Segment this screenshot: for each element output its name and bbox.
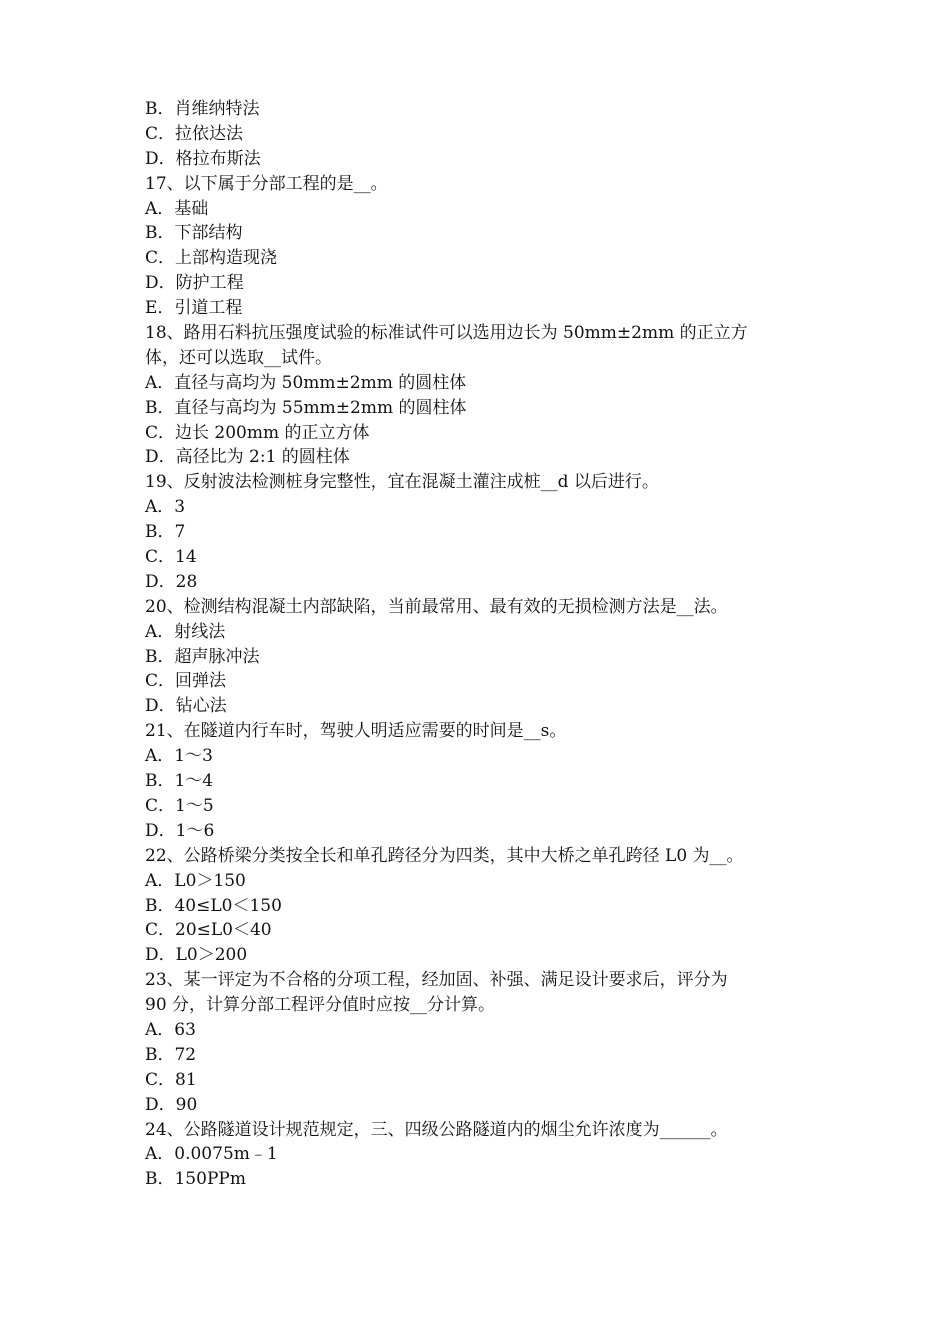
option-line: A．射线法 bbox=[145, 621, 226, 642]
option-line: D．防护工程 bbox=[145, 273, 244, 294]
option-line: D．1～6 bbox=[145, 820, 215, 841]
option-line: D．钻心法 bbox=[145, 696, 227, 717]
option-line: C．回弹法 bbox=[145, 671, 227, 692]
option-line: B．直径与高均为 55mm±2mm 的圆柱体 bbox=[145, 397, 467, 418]
option-line: C．拉依达法 bbox=[145, 123, 244, 144]
question-17: 17、以下属于分部工程的是__。 bbox=[145, 173, 388, 194]
question-23: 23、某一评定为不合格的分项工程，经加固、补强、满足设计要求后，评分为 bbox=[145, 970, 728, 991]
option-line: A．L0＞150 bbox=[145, 870, 246, 891]
question-18: 18、路用石料抗压强度试验的标准试件可以选用边长为 50mm±2mm 的正立方 bbox=[145, 323, 748, 344]
option-line: C．上部构造现浇 bbox=[145, 248, 278, 269]
option-line: A．0.0075m﹣1 bbox=[145, 1144, 278, 1165]
option-line: B．下部结构 bbox=[145, 223, 243, 244]
option-line: A．63 bbox=[145, 1019, 196, 1040]
option-line: B．72 bbox=[145, 1044, 197, 1065]
question-20: 20、检测结构混凝土内部缺陷，当前最常用、最有效的无损检测方法是__法。 bbox=[145, 596, 728, 617]
option-line: D．高径比为 2:1 的圆柱体 bbox=[145, 447, 350, 468]
option-line: C．14 bbox=[145, 547, 197, 568]
option-line: C．1～5 bbox=[145, 795, 214, 816]
option-line: A．1～3 bbox=[145, 746, 213, 767]
option-line: A．基础 bbox=[145, 198, 209, 219]
option-line: A．直径与高均为 50mm±2mm 的圆柱体 bbox=[145, 372, 467, 393]
question-22: 22、公路桥梁分类按全长和单孔跨径分为四类，其中大桥之单孔跨径 L0 为__。 bbox=[145, 845, 744, 866]
option-line: E．引道工程 bbox=[145, 298, 243, 319]
option-line: C．20≤L0＜40 bbox=[145, 920, 272, 941]
option-line: D．格拉布斯法 bbox=[145, 148, 261, 169]
option-line: B．150PPm bbox=[145, 1169, 246, 1190]
question-21: 21、在隧道内行车时，驾驶人明适应需要的时间是__s。 bbox=[145, 721, 567, 742]
option-line: B．超声脉冲法 bbox=[145, 646, 260, 667]
question-23-continued: 90 分，计算分部工程评分值时应按__分计算。 bbox=[145, 995, 496, 1016]
option-line: C．81 bbox=[145, 1069, 197, 1090]
option-line: C．边长 200mm 的正立方体 bbox=[145, 422, 370, 443]
question-19: 19、反射波法检测桩身完整性，宜在混凝土灌注成桩__d 以后进行。 bbox=[145, 472, 659, 493]
option-line: D．28 bbox=[145, 571, 198, 592]
option-line: D．L0＞200 bbox=[145, 945, 248, 966]
option-line: B．肖维纳特法 bbox=[145, 99, 260, 119]
question-text-block bbox=[145, 97, 825, 1192]
option-line: B．1～4 bbox=[145, 771, 214, 792]
option-line: B．40≤L0＜150 bbox=[145, 895, 282, 916]
question-18-continued: 体，还可以选取__试件。 bbox=[145, 347, 332, 368]
option-line: D．90 bbox=[145, 1094, 198, 1115]
question-24: 24、公路隧道设计规范规定，三、四级公路隧道内的烟尘允许浓度为______。 bbox=[145, 1119, 728, 1140]
option-line: B．7 bbox=[145, 522, 186, 543]
option-line: A．3 bbox=[145, 497, 186, 518]
